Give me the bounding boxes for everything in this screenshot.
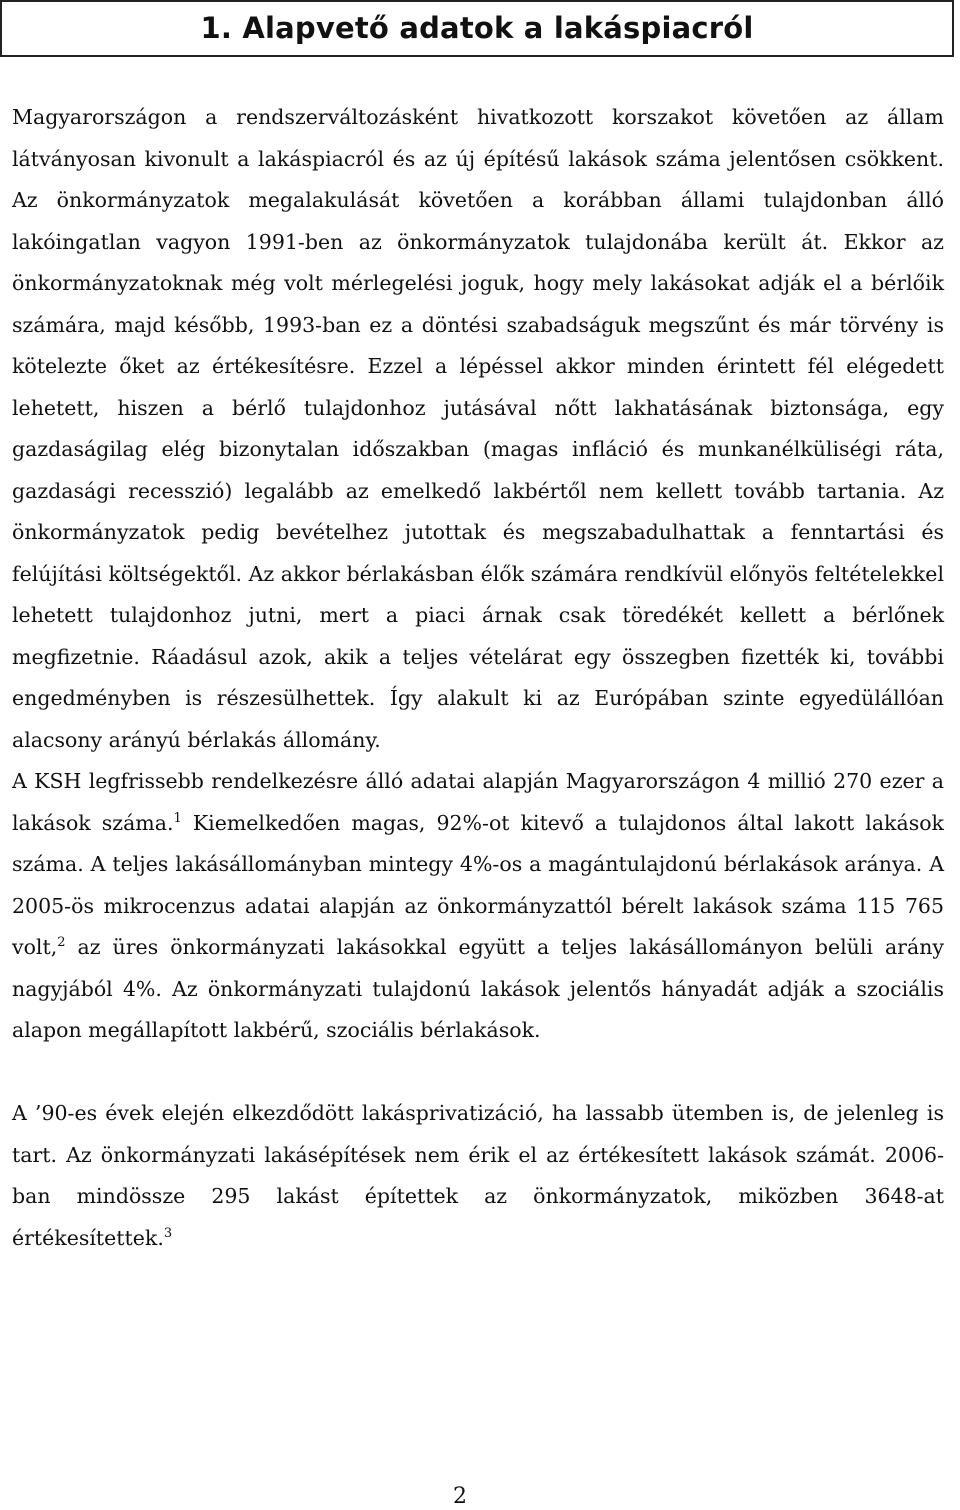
- section-heading: 1. Alapvető adatok a lakáspiacról: [200, 11, 754, 45]
- page-number: 2: [453, 1484, 467, 1509]
- footnote-marker[interactable]: 3: [163, 1225, 173, 1241]
- paragraph-text: A KSH legfrissebb rendelkezésre álló adatai alapján Magyarországon 4 millió 270 ezer a lakások száma.: [12, 769, 944, 835]
- paragraph-ksh-statistics: [12, 761, 944, 1052]
- paragraph-text: az üres önkormányzati lakásokkal együtt a teljes lakásállományon belüli arány nagyjából 4%. Az önkormányzati tulajdonú lakások jelentős hányadát adják a szociális alapon megállapított lakbérű, szociális bérlakások.: [12, 935, 944, 1042]
- footnote-marker[interactable]: 2: [57, 935, 66, 950]
- document-body: [12, 97, 944, 1259]
- paragraph-text: A ’90-es évek elején elkezdődött lakásprivatizáció, ha lassabb ütemben is, de jelenleg is tart. Az önkormányzati lakásépítések nem érik el az értékesített lakások számát. 2006-ban mindössze 295 lakást építettek az önkormányzatok, miközben 3648-at értékesítettek.: [12, 1101, 944, 1250]
- paragraph-privatization-history: [12, 97, 944, 761]
- paragraph-ongoing-privatization: [12, 1093, 944, 1259]
- footnote-marker[interactable]: 1: [173, 810, 182, 826]
- paragraph-text: Magyarországon a rendszerváltozásként hivatkozott korszakot követően az állam látványosan kivonult a lakáspiacról és az új építésű lakások száma jelentősen csökkent. Az önkormányzatok megalakulását követően a korábban állami tulajdonban álló lakóingatlan vagyon 1991-ben az önkormányzatok tulajdonába került át. Ekkor az önkormányzatoknak még volt mérlegelési joguk, hogy mely lakásokat adják el a bérlőik számára, majd később, 1993-ban ez a döntési szabadságuk megszűnt és már törvény is kötelezte őket az értékesítésre. Ezzel a lépéssel akkor minden érintett fél elégedett lehetett, hiszen a bérlő tulajdonhoz jutásával nőtt lakhatásának biztonsága, egy gazdaságilag elég bizonytalan időszakban (magas infláció és munkanélküliségi ráta, gazdasági recesszió) legalább az emelkedő lakbértől nem kellett tovább tartania. Az önkormányzatok pedig bevételhez jutottak és megszabadulhattak a fenntartási és felújítási költségektől. Az akkor bérlakásban élők számára rendkívül előnyös feltételekkel lehetett tulajdonhoz jutni, mert a piaci árnak csak töredékét kellett a bérlőnek megfizetnie. Ráadásul azok, akik a teljes vételárat egy összegben fizették ki, további engedményben is részesülhettek. Így alakult ki az Európában szinte egyedülállóan alacsony arányú bérlakás állomány.: [12, 105, 944, 752]
- section-heading-box: [0, 0, 954, 57]
- paragraph-text: Kiemelkedően magas, 92%-ot kitevő a tulajdonos által lakott lakások száma. A teljes lakásállományban mintegy 4%-os a magántulajdonú bérlakások aránya. A 2005-ös mikrocenzus adatai alapján az önkormányzattól bérelt lakások száma 115 765 volt,: [12, 810, 944, 959]
